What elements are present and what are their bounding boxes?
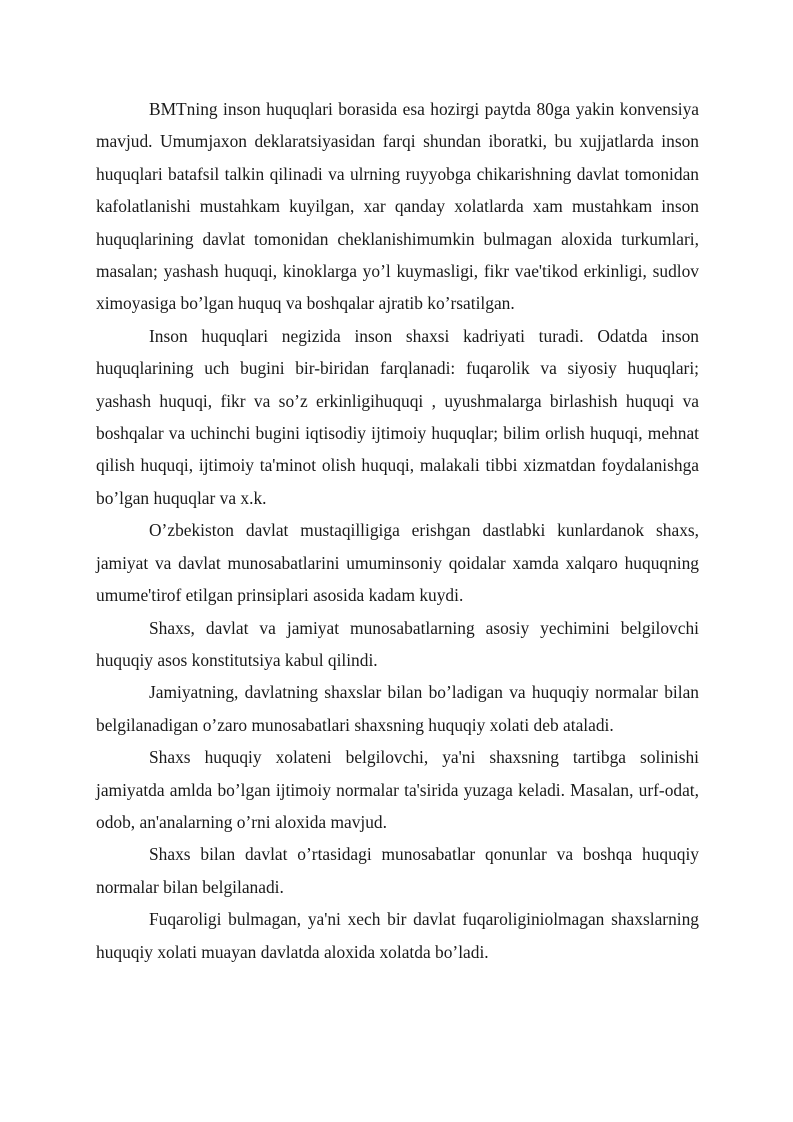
paragraph-8: Fuqaroligi bulmagan, ya'ni xech bir davlat fuqaroliginiolmagan shaxslarning huquqiy xolati muayan davlatda aloxida xolatda bo’ladi.	[96, 909, 699, 962]
document-page	[96, 93, 699, 968]
paragraph-7: Shaxs bilan davlat o’rtasidagi munosabatlar qonunlar va boshqa huquqiy normalar bilan belgilanadi.	[96, 844, 699, 897]
paragraph-3: O’zbekiston davlat mustaqilligiga erishgan dastlabki kunlardanok shaxs, jamiyat va davlat munosabatlarini umuminsoniy qoidalar xamda xalqaro huquqning umume'tirof etilgan prinsiplari asosida kadam kuydi.	[96, 520, 699, 606]
paragraph-1: BMTning inson huquqlari borasida esa hozirgi paytda 80ga yakin konvensiya mavjud. Umumjaxon deklaratsiyasidan farqi shundan iboratki, bu xujjatlarda inson huquqlari batafsil talkin qilinadi va ulrning ruyyobga chikarishning davlat tomonidan kafolatlanishi mustahkam kuyilgan, xar qanday xolatlarda xam mustahkam inson huquqlarining davlat tomonidan cheklanishimumkin bulmagan aloxida turkumlari, masalan; yashash huquqi, kinoklarga yo’l kuymasligi, fikr vae'tikod erkinligi, sudlov ximoyasiga bo’lgan huquq va boshqalar ajratib ko’rsatilgan.	[96, 99, 699, 314]
paragraph-4: Shaxs, davlat va jamiyat munosabatlarning asosiy yechimini belgilovchi huquqiy asos konstitutsiya kabul qilindi.	[96, 617, 699, 670]
paragraph-6: Shaxs huquqiy xolateni belgilovchi, ya'ni shaxsning tartibga solinishi jamiyatda amlda bo’lgan ijtimoiy normalar ta'sirida yuzaga keladi. Masalan, urf-odat, odob, an'analarning o’rni aloxida mavjud.	[96, 747, 699, 832]
paragraph-2: Inson huquqlari negizida inson shaxsi kadriyati turadi. Odatda inson huquqlarining uch bugini bir-biridan farqlanadi: fuqarolik va siyosiy huquqlari; yashash huquqi, fikr va so’z erkinligihuquqi , uyushmalarga birlashish huquqi va boshqalar va uchinchi bugini iqtisodiy ijtimoiy huquqlar; bilim orlish huquqi, mehnat qilish huquqi, ijtimoiy ta'minot olish huquqi, malakali tibbi xizmatdan foydalanishga bo’lgan huquqlar va x.k.	[96, 325, 699, 508]
paragraph-5: Jamiyatning, davlatning shaxslar bilan bo’ladigan va huquqiy normalar bilan belgilanadigan o’zaro munosabatlari shaxsning huquqiy xolati deb ataladi.	[96, 682, 699, 735]
